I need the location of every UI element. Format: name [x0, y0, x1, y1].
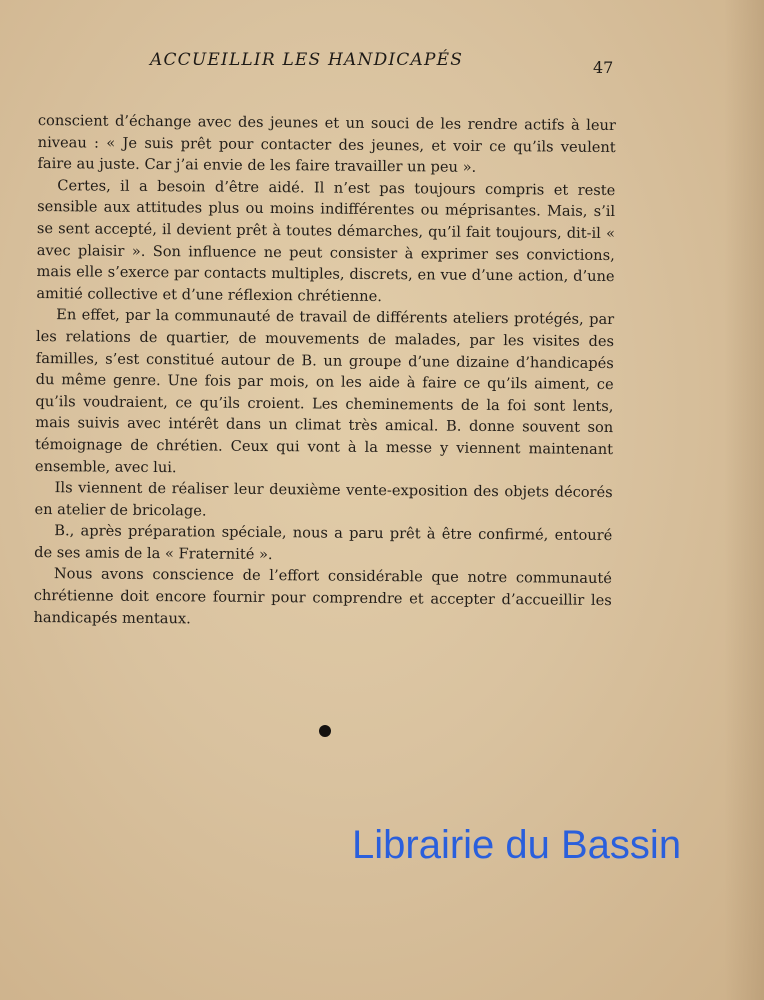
paragraph-continued: conscient d’échange avec des jeunes et un souci de les rendre actifs à leur niveau : « Je suis prêt pour contacter des jeunes, et voir ce qu’ils veulent faire au juste. Car j’ai envie de les faire travailler un peu ». — [37, 111, 616, 177]
paragraph: B., après préparation spéciale, nous a paru prêt à être confirmé, entouré de ses amis de la « Fraternité ». — [34, 522, 613, 563]
body-text — [33, 110, 616, 633]
page-number: 47 — [593, 58, 614, 77]
running-head: ACCUEILLIR LES HANDICAPÉS — [150, 50, 464, 70]
bookseller-watermark: Librairie du Bassin — [352, 823, 682, 867]
paragraph: Certes, il a besoin d’être aidé. Il n’est pas toujours compris et reste sensible aux attitudes plus ou moins indifférentes ou méprisantes. Mais, s’il se sent accepté, il devient prêt à toutes démarches, qu’il fait toujours, dit-il « avec plaisir ». Son influence ne peut consister à exprimer ses convictions, mais elle s’exerce par contacts multiples, discrets, en vue d’une action, d’une amitié collective et d’une réflexion chrétienne. — [36, 176, 616, 305]
paragraph: En effet, par la communauté de travail de différents ateliers protégés, par les relations de quartier, de mouvements de malades, par les visites des familles, s’est constitué autour de B. un groupe d’une dizaine d’handicapés du même genre. Une fois par mois, on les aide à faire ce qu’ils aiment, ce qu’ils voudraient, ce qu’ils croient. Les cheminements de la foi sont lents, mais suivis avec intérêt dans un climat très amical. B. donne souvent son témoignage de chrétien. Ceux qui vont à la messe y viennent maintenant ensemble, avec lui. — [34, 306, 615, 476]
paragraph: Nous avons conscience de l’effort considérable que notre communauté chrétienne doit encore fournir pour comprendre et accepter d’accueillir les handicapés mentaux. — [33, 565, 613, 628]
paragraph: Ils viennent de réaliser leur deuxième vente-exposition des objets décorés en atelier de bricolage. — [34, 479, 613, 520]
section-end-bullet — [319, 725, 331, 737]
